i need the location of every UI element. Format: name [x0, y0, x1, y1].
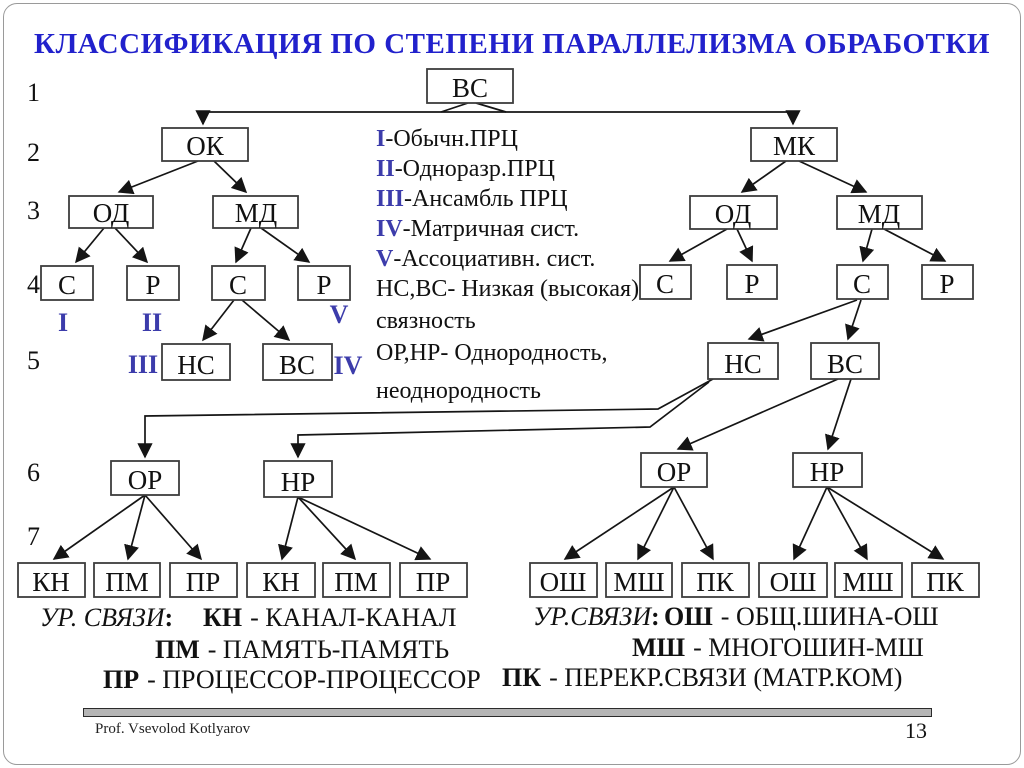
definition: - ПАМЯТЬ-ПАМЯТЬ: [207, 635, 450, 664]
node-ns-left: [162, 344, 230, 380]
legend-text: -Ассоциативн. сист.: [393, 246, 596, 272]
node-label: ПР: [185, 567, 221, 597]
term: ОШ: [664, 602, 713, 631]
footer-author: Prof. Vsevolod Kotlyarov: [95, 721, 251, 737]
node-label: НС: [177, 350, 215, 380]
node-r1-left: [127, 266, 179, 300]
term: ПР: [103, 665, 140, 694]
node-label: ВС: [826, 349, 864, 379]
node-label: ПК: [926, 567, 964, 597]
node-mk: [751, 128, 837, 161]
legend-numeral: I: [376, 126, 386, 152]
node-kn-1: [18, 563, 85, 597]
node-msh-2: [835, 563, 902, 597]
node-label: Р: [939, 269, 955, 299]
row-label-6: 6: [27, 458, 40, 487]
link-levels-right-entry-osh: [664, 602, 939, 632]
node-s1-left: [41, 266, 93, 300]
numeral-II: II: [141, 308, 163, 337]
node-label: ПМ: [334, 567, 378, 597]
node-msh-1: [606, 563, 672, 597]
node-label: Р: [145, 270, 161, 300]
node-label: ОШ: [539, 567, 587, 597]
legend-text: ОР,НР- Однородность,: [376, 340, 608, 366]
legend-text: неоднородность: [376, 378, 541, 404]
link-levels-right-heading: [533, 602, 660, 632]
node-label: ОД: [92, 198, 130, 228]
legend-text: -Одноразр.ПРЦ: [394, 156, 555, 182]
node-or-left: [111, 461, 179, 495]
node-label: ПМ: [105, 567, 149, 597]
numeral-I: I: [57, 308, 69, 337]
node-label: С: [852, 269, 872, 299]
node-vs-left: [263, 344, 332, 380]
node-pk-2: [912, 563, 979, 597]
row-label-2: 2: [27, 138, 40, 167]
node-r2-right: [922, 265, 973, 299]
legend-text: НС,ВС- Низкая (высокая): [376, 276, 640, 302]
node-pm-2: [323, 563, 390, 597]
numeral-V: V: [329, 300, 349, 329]
heading-text: УР. СВЯЗИ: [40, 603, 165, 632]
node-label: НР: [280, 467, 316, 497]
term: ПМ: [155, 635, 200, 664]
row-label-5: 5: [27, 346, 40, 375]
term: ПК: [502, 663, 542, 692]
definition: - ОБЩ.ШИНА-ОШ: [720, 602, 939, 631]
heading-text: УР.СВЯЗИ: [533, 602, 652, 631]
legend-text: связность: [376, 308, 476, 334]
node-s2-right: [837, 265, 888, 299]
legend-text: -Ансамбль ПРЦ: [404, 186, 568, 212]
link-levels-right-entry-pk: [502, 663, 902, 693]
node-label: ОК: [186, 131, 224, 161]
node-kn-2: [247, 563, 315, 597]
legend-text: -Обычн.ПРЦ: [385, 126, 518, 152]
node-label: ВС: [278, 350, 316, 380]
node-s1-right: [640, 265, 691, 299]
link-levels-left-heading: [40, 603, 173, 633]
node-pr-2: [400, 563, 467, 597]
node-label: ОД: [714, 199, 752, 229]
node-label: Р: [744, 269, 760, 299]
link-levels-left-entry-pm: [155, 635, 449, 665]
row-label-3: 3: [27, 196, 40, 225]
node-pr-1: [170, 563, 237, 597]
node-md-right: [837, 196, 922, 229]
row-label-1: 1: [27, 78, 40, 107]
node-label: НР: [809, 457, 845, 487]
legend-numeral: V: [376, 246, 394, 272]
link-levels-left-entry-kn: [203, 603, 457, 633]
node-label: С: [228, 270, 248, 300]
link-levels-left-entry-pr: [103, 665, 481, 695]
node-vs-right: [811, 343, 879, 379]
heading-colon: :: [164, 603, 174, 632]
term: МШ: [632, 633, 686, 662]
term: КН: [203, 603, 243, 632]
node-label: МШ: [842, 567, 894, 597]
node-ns-right: [708, 343, 778, 379]
node-label: ВС: [451, 73, 489, 103]
node-label: ОР: [127, 465, 163, 495]
definition: - ПЕРЕКР.СВЯЗИ (МАТР.КОМ): [549, 663, 903, 692]
node-label: С: [655, 269, 675, 299]
definition: - КАНАЛ-КАНАЛ: [250, 603, 457, 632]
heading-colon: :: [651, 602, 660, 631]
node-label: МД: [857, 199, 901, 229]
node-od-left: [69, 196, 153, 228]
legend-numeral: II: [376, 156, 395, 182]
node-nr-left: [264, 461, 332, 497]
node-r2-left: [298, 266, 350, 300]
node-ok: [162, 128, 248, 161]
link-levels-right-entry-msh: [632, 633, 924, 663]
node-label: ОР: [656, 457, 692, 487]
node-label: Р: [316, 270, 332, 300]
definition: - МНОГОШИН-МШ: [693, 633, 924, 662]
node-label: ПР: [415, 567, 451, 597]
legend-numeral: IV: [376, 216, 403, 242]
row-label-7: 7: [27, 522, 40, 551]
node-label: НС: [724, 349, 762, 379]
row-label-4: 4: [27, 270, 40, 299]
node-label: ПК: [696, 567, 734, 597]
node-nr-right: [793, 453, 862, 487]
node-label: КН: [262, 567, 300, 597]
definition: - ПРОЦЕССОР-ПРОЦЕССОР: [147, 665, 481, 694]
legend-numeral: III: [376, 186, 405, 212]
numeral-IV: IV: [333, 351, 363, 380]
numeral-III: III: [127, 350, 159, 379]
node-label: С: [57, 270, 77, 300]
page-number: 13: [905, 718, 927, 743]
node-md-left: [213, 196, 298, 228]
node-od-right: [690, 196, 777, 229]
node-label: МШ: [613, 567, 665, 597]
page-title: КЛАССИФИКАЦИЯ ПО СТЕПЕНИ ПАРАЛЛЕЛИЗМА ОБРАБОТКИ: [34, 28, 990, 60]
node-pm-1: [94, 563, 160, 597]
node-label: МК: [772, 131, 816, 161]
node-label: МД: [234, 198, 278, 228]
node-r1-right: [727, 265, 777, 299]
node-osh-2: [759, 563, 827, 597]
node-label: КН: [32, 567, 70, 597]
footer-divider-bar: [83, 708, 932, 717]
node-s2-left: [212, 266, 265, 300]
node-vs-root: [427, 69, 513, 103]
tree-edges: [54, 103, 945, 559]
node-label: ОШ: [769, 567, 817, 597]
node-osh-1: [530, 563, 597, 597]
node-pk-1: [682, 563, 749, 597]
node-or-right: [641, 453, 707, 487]
legend-text: -Матричная сист.: [402, 216, 580, 242]
